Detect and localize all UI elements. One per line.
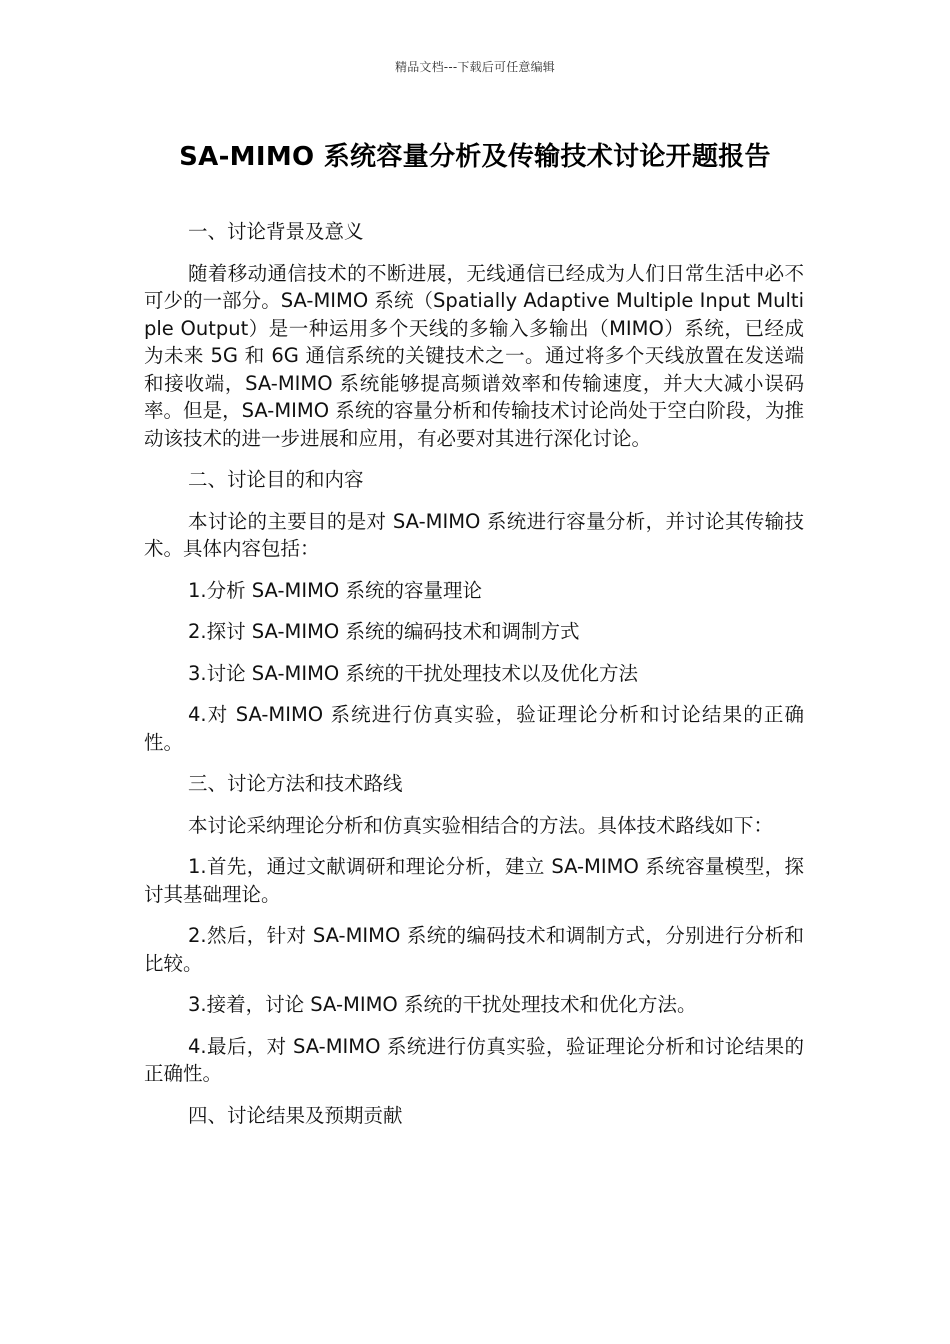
- list-item-method-3: 3.接着，讨论 SA-MIMO 系统的干扰处理技术和优化方法。: [188, 993, 697, 1016]
- paragraph-purpose-intro: 本讨论的主要目的是对 SA-MIMO 系统进行容量分析，并讨论其传输技术。具体内容包括：: [144, 509, 804, 560]
- list-item-method-4: 4.最后，对 SA-MIMO 系统进行仿真实验，验证理论分析和讨论结果的正确性。: [144, 1034, 804, 1085]
- section-heading-results: 四、讨论结果及预期贡献: [188, 1103, 403, 1127]
- section-heading-method: 三、讨论方法和技术路线: [188, 772, 403, 795]
- list-item-purpose-2: 2.探讨 SA-MIMO 系统的编码技术和调制方式: [188, 620, 580, 643]
- document-title: SA-MIMO 系统容量分析及传输技术讨论开题报告: [179, 142, 771, 172]
- paragraph-background: 随着移动通信技术的不断进展，无线通信已经成为人们日常生活中必不可少的一部分。SA-MIMO 系统（Spatially Adaptive Multiple Input Multiple Output）是一种运用多个天线的多输入多输出（MIMO）系统，已经成为未来 5G 和 6G 通信系统的关键技术之一。通过将多个天线放置在发送端和接收端，SA-MIMO 系统能够提高频谱效率和传输速度，并大大减小误码率。但是，SA-MIMO 系统的容量分析和传输技术讨论尚处于空白阶段，为推动该技术的进一步进展和应用，有必要对其进行深化讨论。: [144, 261, 804, 450]
- list-item-method-2: 2.然后，针对 SA-MIMO 系统的编码技术和调制方式，分别进行分析和比较。: [144, 924, 804, 975]
- list-item-purpose-1: 1.分析 SA-MIMO 系统的容量理论: [188, 578, 482, 602]
- document-body: [144, 218, 804, 1143]
- section-heading-background: 一、讨论背景及意义: [188, 220, 364, 243]
- list-item-purpose-4: 4.对 SA-MIMO 系统进行仿真实验，验证理论分析和讨论结果的正确性。: [144, 703, 804, 754]
- page-header-note: 精品文档---下载后可任意编辑: [395, 60, 555, 74]
- section-heading-purpose: 二、讨论目的和内容: [188, 468, 364, 491]
- paragraph-method-intro: 本讨论采纳理论分析和仿真实验相结合的方法。具体技术路线如下：: [188, 813, 774, 837]
- list-item-purpose-3: 3.讨论 SA-MIMO 系统的干扰处理技术以及优化方法: [188, 661, 638, 685]
- list-item-method-1: 1.首先，通过文献调研和理论分析，建立 SA-MIMO 系统容量模型，探讨其基础理论。: [144, 855, 804, 906]
